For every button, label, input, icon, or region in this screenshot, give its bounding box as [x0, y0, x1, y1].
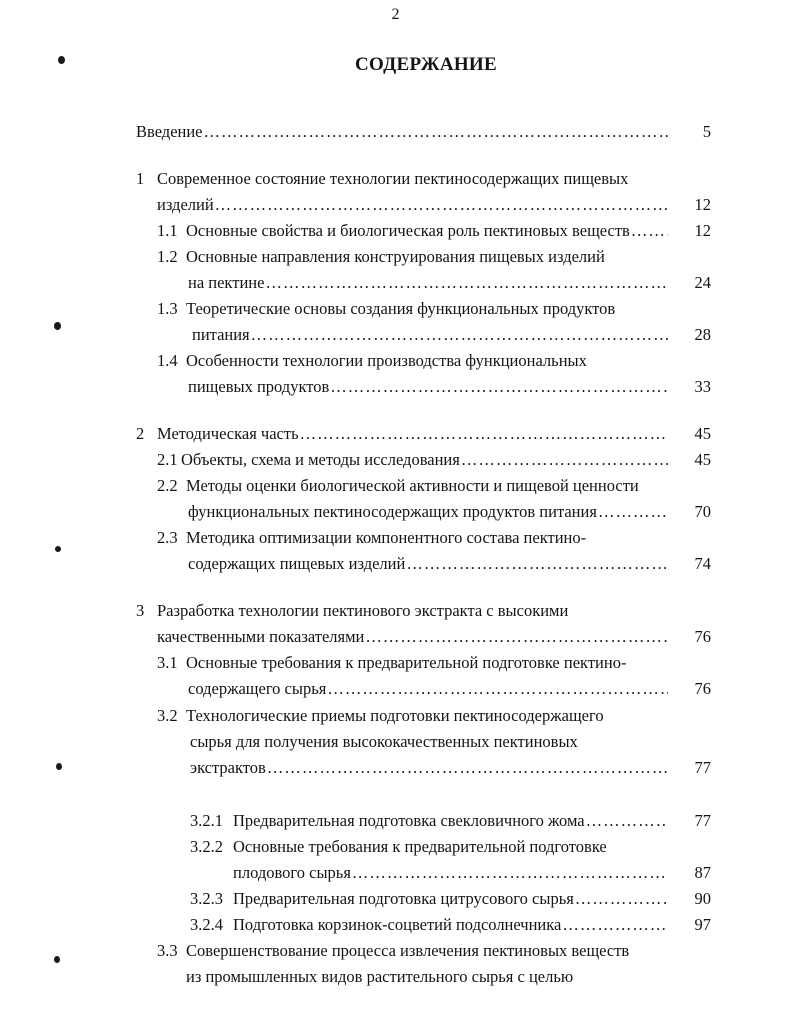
toc-page-number: 5 — [702, 122, 711, 141]
dot-leader — [562, 914, 668, 936]
toc-entry-line — [157, 298, 615, 320]
toc-entry-line — [188, 376, 672, 398]
toc-entry-text: Особенности технологии производства функциональных — [186, 351, 587, 370]
toc-entry-line — [188, 501, 672, 523]
toc-page-number: 12 — [694, 221, 711, 240]
toc-page-number: 77 — [694, 758, 711, 777]
toc-entry-line — [188, 272, 672, 294]
toc-entry-text: содержащего сырья — [188, 679, 327, 698]
toc-entry-line — [190, 836, 607, 858]
toc-page-number: 45 — [694, 424, 711, 443]
toc-entry-text: Основные требования к предварительной подготовке пектино- — [186, 653, 627, 672]
toc-section-number: 1.4 — [157, 351, 178, 370]
toc-entry-line — [192, 324, 672, 346]
page-title: СОДЕРЖАНИЕ — [355, 54, 497, 75]
toc-entry-text: Введение — [136, 122, 203, 141]
toc-section-number: 3.1 — [157, 653, 178, 672]
toc-entry-text: питания — [192, 325, 250, 344]
toc-entry-line — [186, 966, 573, 988]
dot-leader — [215, 194, 668, 216]
toc-entry-text: изделий — [157, 195, 214, 214]
toc-entry-text: Методы оценки биологической активности и пищевой ценности — [186, 476, 639, 495]
toc-page-number: 45 — [694, 450, 711, 469]
dot-leader — [251, 324, 668, 346]
toc-entry-line — [157, 194, 672, 216]
toc-page-number: 70 — [694, 502, 711, 521]
toc-entry-line — [136, 168, 628, 190]
toc-entry-line — [188, 553, 672, 575]
toc-entry-text: Современное состояние технологии пектиносодержащих пищевых — [157, 169, 629, 188]
dot-leader — [598, 501, 668, 523]
toc-entry-line — [157, 527, 586, 549]
toc-section-number: 1 — [136, 169, 145, 188]
scan-speck — [56, 763, 62, 770]
toc-entry-line — [157, 940, 629, 962]
toc-entry-line — [157, 705, 604, 727]
toc-section-number: 2.3 — [157, 528, 178, 547]
toc-entry-text: Разработка технологии пектинового экстракта с высокими — [157, 601, 569, 620]
toc-entry-text: плодового сырья — [233, 863, 351, 882]
dot-leader — [265, 272, 668, 294]
toc-page-number: 77 — [694, 811, 711, 830]
toc-entry-text: Подготовка корзинок-соцветий подсолнечника — [233, 915, 562, 934]
toc-page-number: 76 — [694, 679, 711, 698]
toc-entry-text: Основные требования к предварительной подготовке — [233, 837, 607, 856]
dot-leader — [406, 553, 668, 575]
toc-section-number: 3.2.2 — [190, 837, 223, 856]
toc-entry-text: Основные направления конструирования пищевых изделий — [186, 247, 605, 266]
toc-page-number: 12 — [694, 195, 711, 214]
toc-entry-text: Методика оптимизации компонентного состава пектино- — [186, 528, 587, 547]
toc-page-number: 33 — [694, 377, 711, 396]
toc-page-number: 97 — [694, 915, 711, 934]
toc-entry-line — [136, 600, 568, 622]
toc-entry-text: экстрактов — [190, 758, 266, 777]
toc-entry-line — [136, 121, 672, 143]
toc-section-number: 3.2.3 — [190, 889, 223, 908]
dot-leader — [330, 376, 668, 398]
toc-entry-text: Методическая часть — [157, 424, 299, 443]
dot-leader — [267, 757, 668, 779]
toc-section-number: 1.1 — [157, 221, 178, 240]
toc-entry-text: Совершенствование процесса извлечения пектиновых веществ — [186, 941, 630, 960]
toc-entry-line — [233, 862, 672, 884]
toc-page-number: 76 — [694, 627, 711, 646]
toc-entry-text: из промышленных видов растительного сырья с целью — [186, 967, 574, 986]
dot-leader — [204, 121, 668, 143]
dot-leader — [352, 862, 668, 884]
toc-entry-text: Предварительная подготовка цитрусового сырья — [233, 889, 574, 908]
toc-entry-line — [157, 449, 672, 471]
toc-section-number: 1.2 — [157, 247, 178, 266]
toc-entry-line — [157, 350, 587, 372]
toc-section-number: 3 — [136, 601, 145, 620]
toc-section-number: 2.2 — [157, 476, 178, 495]
toc-entry-line — [190, 914, 672, 936]
toc-section-number: 3.2 — [157, 706, 178, 725]
toc-page-number: 28 — [694, 325, 711, 344]
toc-entry-line — [190, 757, 672, 779]
toc-page-number: 74 — [694, 554, 711, 573]
dot-leader — [461, 449, 668, 471]
toc-entry-text: сырья для получения высококачественных пектиновых — [190, 732, 578, 751]
toc-entry-line — [190, 888, 672, 910]
toc-entry-text: содержащих пищевых изделий — [188, 554, 406, 573]
toc-entry-line — [157, 652, 626, 674]
toc-entry-text: на пектине — [188, 273, 265, 292]
scan-speck — [55, 546, 61, 552]
toc-entry-line — [157, 220, 672, 242]
toc-page-number: 24 — [694, 273, 711, 292]
toc-entry-text: качественными показателями — [157, 627, 365, 646]
toc-entry-line — [157, 246, 605, 268]
toc-section-number: 1.3 — [157, 299, 178, 318]
toc-entry-line — [136, 423, 672, 445]
toc-entry-text: Технологические приемы подготовки пектиносодержащего — [186, 706, 604, 725]
toc-section-number: 3.3 — [157, 941, 178, 960]
dot-leader — [300, 423, 668, 445]
toc-entry-text: Теоретические основы создания функциональных продуктов — [186, 299, 616, 318]
toc-entry-line — [188, 678, 672, 700]
dot-leader — [631, 220, 668, 242]
scan-speck — [58, 56, 65, 64]
dot-leader — [327, 678, 668, 700]
dot-leader — [365, 626, 668, 648]
toc-page-number: 90 — [694, 889, 711, 908]
toc-entry-line — [190, 731, 578, 753]
toc-entry-line — [190, 810, 672, 832]
scan-speck — [54, 956, 60, 963]
toc-entry-text: Предварительная подготовка свекловичного жома — [233, 811, 585, 830]
toc-section-number: 3.2.4 — [190, 915, 223, 934]
toc-entry-line — [157, 626, 672, 648]
dot-leader — [586, 810, 668, 832]
toc-entry-text: функциональных пектиносодержащих продуктов питания — [188, 502, 597, 521]
toc-page-number: 87 — [694, 863, 711, 882]
toc-entry-text: Объекты, схема и методы исследования — [181, 450, 460, 469]
toc-section-number: 3.2.1 — [190, 811, 223, 830]
scan-speck — [54, 322, 61, 330]
dot-leader — [575, 888, 668, 910]
toc-section-number: 2.1 — [157, 450, 178, 469]
toc-entry-text: Основные свойства и биологическая роль пектиновых веществ — [186, 221, 630, 240]
page-number: 2 — [391, 6, 400, 23]
toc-section-number: 2 — [136, 424, 145, 443]
toc-entry-text: пищевых продуктов — [188, 377, 330, 396]
toc-entry-line — [157, 475, 639, 497]
